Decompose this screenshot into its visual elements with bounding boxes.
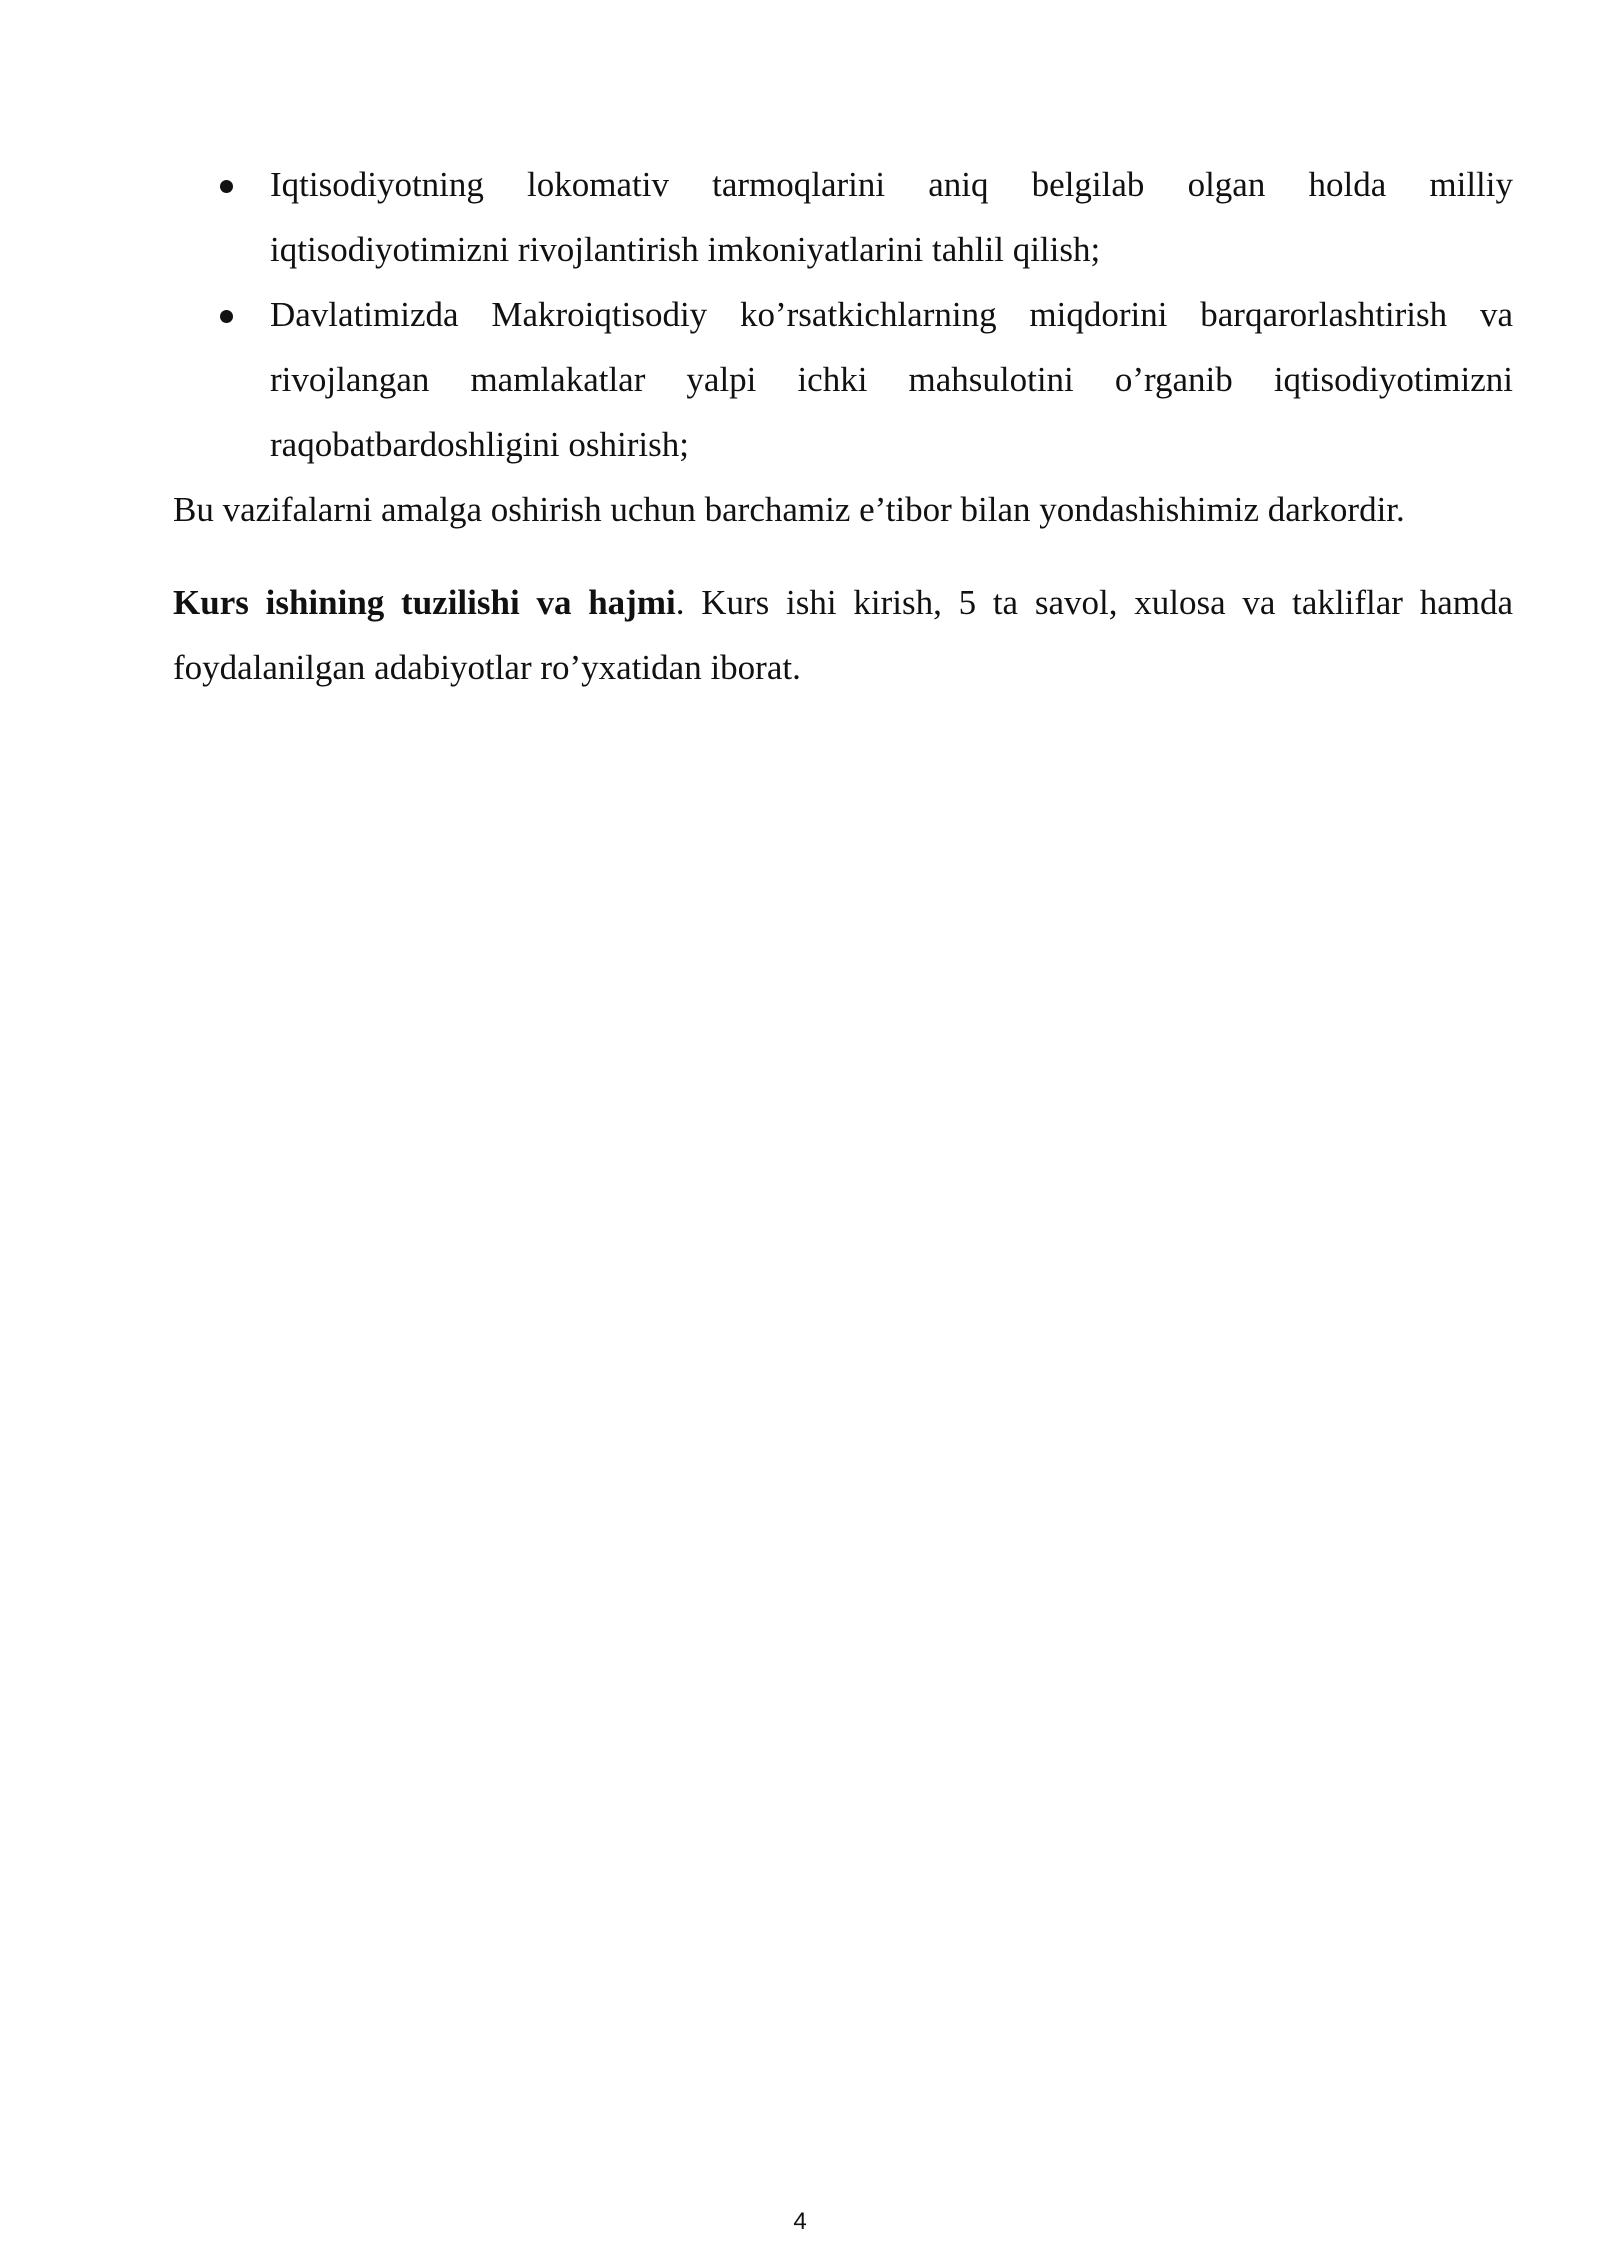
bullet-text: Davlatimizda Makroiqtisodiy ko’rsatkichlarning miqdorini barqarorlashtirish va rivojlangan mamlakatlar yalpi ichki mahsulotini o’rganib iqtisodiyotimizni raqobatbardoshligini oshirish; [270,295,1513,464]
bullet-dot-icon [220,180,233,193]
bullet-item [173,152,1513,282]
structure-paragraph [173,570,1513,700]
bullet-dot-icon [220,310,233,323]
structure-text: . Kurs ishi kirish, 5 ta savol, xulosa va takliflar hamda foydalanilgan adabiyotlar ro’yxatidan iborat. [173,583,1513,687]
page-number: 4 [793,2208,807,2235]
tasks-paragraph: Bu vazifalarni amalga oshirish uchun barchamiz e’tibor bilan yondashishimiz darkordir. [173,490,1405,529]
page-content [173,152,1513,700]
task-bullet-list [173,152,1513,477]
bullet-item [173,282,1513,477]
bullet-text: Iqtisodiyotning lokomativ tarmoqlarini aniq belgilab olgan holda milliy iqtisodiyotimizni rivojlantirish imkoniyatlarini tahlil qilish; [270,165,1513,269]
structure-heading: Kurs ishining tuzilishi va hajmi [173,583,676,622]
